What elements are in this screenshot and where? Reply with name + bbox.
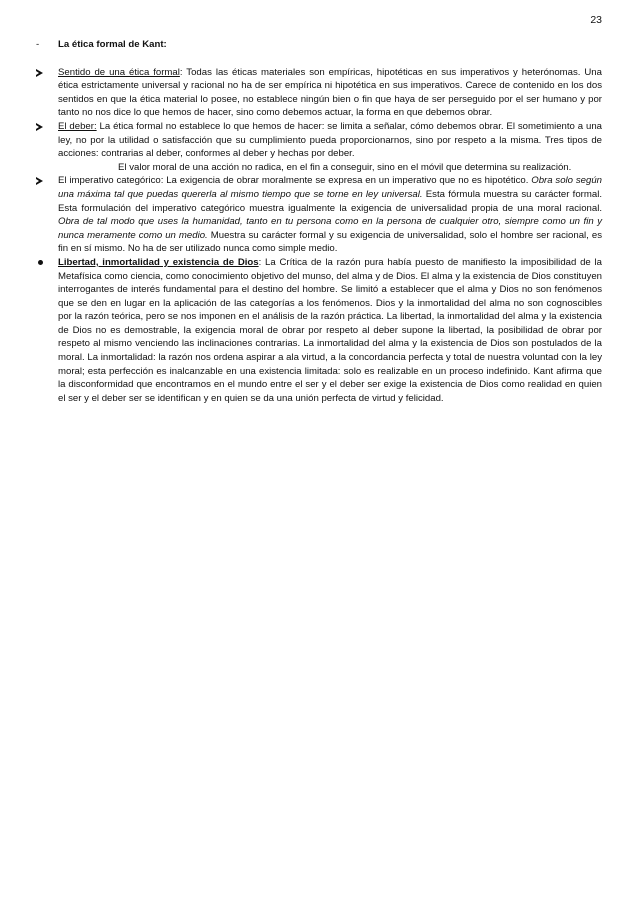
item-italic-formula: Obra de tal modo que uses la humanidad, tanto en tu persona como en la persona de cualquier otro, siempre como un fin y nunca meramente como un medio. [58,216,602,241]
item-text: Muestra su carácter formal y su exigencia de universalidad, solo el hombre ser racional, es fin en sí mismo. No ha de ser utilizado nunca como simple medio. [58,229,603,255]
item-term: Sentido de una ética formal [58,66,180,78]
heading-title: La ética formal de Kant: [58,39,167,50]
item-text: : Todas las éticas materiales son empíricas, hipotéticas en sus imperativos y heterónomas. Una ética estrictamente universal y racional no ha de ser empírica ni hipotética en sus imperativos. Carece de contenido en los dos sentidos en que la ética material lo posee, no establece ningún bien o fin que haya de ser perseguido por el ser humano y por tanto no nos dice lo que hemos de hacer, sino como debemos actuar, la forma en que debemos obrar. [58,66,602,119]
heading-dash: - [36,39,40,50]
page-content [36,38,602,405]
item-term: El deber: [58,120,97,132]
item-text: La ética formal no establece lo que hemos de hacer: se limita a señalar, cómo debemos obrar. El sometimiento a una ley, no por la utilidad o satisfacción que su cumplimiento pueda proporcionarnos, sino por respeto a la misma. Tres tipos de acciones: contrarias al deber, conformes al deber y hechas por deber. [58,120,602,160]
item-term: Libertad, inmortalidad y existencia de Dios [58,256,259,268]
list-item-freedom-immortality-god [36,256,602,406]
item-text: Esta fórmula muestra su carácter formal. Esta formulación del imperativo categórico muestra igualmente la exigencia de universalidad propia de una moral racional. [58,188,602,214]
page-number: 23 [590,14,602,26]
item-italic-formula: Obra solo según una máxima tal que puedas quererla al mismo tiempo que se torne en ley universal. [58,175,602,200]
item-indented-text: El valor moral de una acción no radica, en el fin a conseguir, sino en el móvil que determina su realización. [118,161,572,173]
arrow-bullet-icon [36,177,43,185]
list-item-formal-ethics [36,66,602,120]
item-text: El imperativo categórico: La exigencia de obrar moralmente se expresa en un imperativo que no es hipotético. [58,175,532,187]
item-text: : La Crítica de la razón pura había puesto de manifiesto la imposibilidad de la Metafísica como ciencia, como conocimiento objetivo del munso, del alma y de Dios. El alma y la existencia de Dios constituyen interrogantes de interés fundamental para el destino del hombre. Se limitó a establecer que el alma y Dios no son fenómenos que se den en lugar en la aplicación de las categorías a los fenómenos. Dios y la inmortalidad del alma no son cognoscibles por la razón teórica, pero se nos imponen en el análisis de la razón práctica. La libertad, la inmortalidad del alma y la existencia de Dios no es demostrable, la exigencia moral de obrar por respeto al deber supone la libertad, la posibilidad de obrar por respeto al mismo venciendo las inclinaciones contrarias. La inmortalidad del alma y la existencia de Dios son postulados de la moral. La inmortalidad: la razón nos ordena aspirar a ala virtud, a la concordancia perfecta y total de nuestra voluntad con la ley moral; esta perfección es inalcanzable en una existencia limitada: solo es realizable en un proceso indefinido. Kant afirma que la disconformidad que encontramos en el mundo entre el ser y el deber ser exige la existencia de Dios como realidad en quien el ser y el deber ser se identifican y en quien se da una unión perfecta de virtud y felicidad. [58,256,602,404]
arrow-bullet-icon [36,123,43,131]
list-item-categorical-imperative [36,174,602,256]
section-heading [36,38,602,52]
arrow-bullet-icon [36,69,43,77]
list-item-duty [36,120,602,174]
round-bullet-icon [38,260,43,265]
